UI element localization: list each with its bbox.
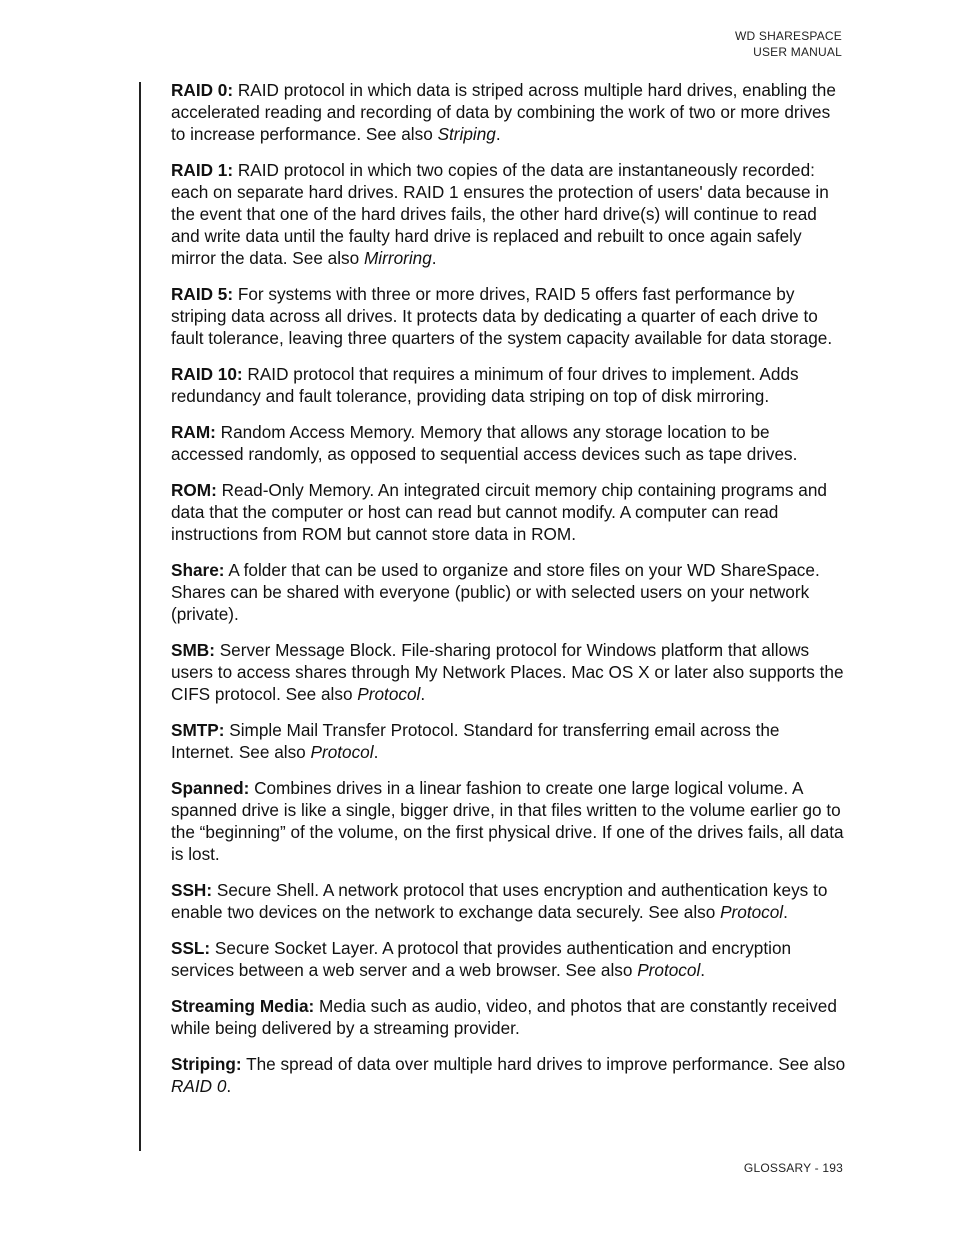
glossary-punctuation: . xyxy=(373,742,379,762)
glossary-entry-ram xyxy=(171,421,846,465)
glossary-entry-rom xyxy=(171,479,846,545)
glossary-term: Streaming Media: xyxy=(171,996,315,1016)
glossary-entry-smb xyxy=(171,639,846,705)
glossary-definition: Secure Shell. A network protocol that uses encryption and authentication keys to enable two devices on the network to exchange data securely. See also xyxy=(171,880,828,922)
glossary-entry-striping xyxy=(171,1053,846,1097)
glossary-definition: Combines drives in a linear fashion to create one large logical volume. A spanned drive is like a single, bigger drive, in that files written to the volume earlier go to the “beginning” of the volume, on the first physical drive. If one of the drives fails, all data is lost. xyxy=(171,778,844,864)
glossary-entry-raid-1 xyxy=(171,159,846,269)
glossary-term: SSL: xyxy=(171,938,211,958)
glossary-definition: The spread of data over multiple hard drives to improve performance. See also xyxy=(241,1054,846,1074)
glossary-term: RAID 5: xyxy=(171,284,234,304)
glossary-term: Spanned: xyxy=(171,778,250,798)
glossary-punctuation: . xyxy=(495,124,501,144)
glossary-term: SSH: xyxy=(171,880,213,900)
glossary-definition: Server Message Block. File-sharing protocol for Windows platform that allows users to access shares through My Network Places. Mac OS X or later also supports the CIFS protocol. See also xyxy=(171,640,844,704)
glossary-term: ROM: xyxy=(171,480,217,500)
glossary-entry-share xyxy=(171,559,846,625)
glossary-cross-reference: Protocol xyxy=(310,742,374,762)
glossary-term: Share: xyxy=(171,560,225,580)
glossary-term: SMTP: xyxy=(171,720,225,740)
glossary-entry-spanned xyxy=(171,777,846,865)
glossary-term: SMB: xyxy=(171,640,215,660)
glossary-punctuation: . xyxy=(783,902,788,922)
glossary-entry-smtp xyxy=(171,719,846,763)
glossary-cross-reference: Protocol xyxy=(357,684,421,704)
margin-rule xyxy=(139,82,141,1151)
glossary-content xyxy=(171,79,846,1111)
glossary-punctuation: . xyxy=(226,1076,232,1096)
glossary-term: RAID 10: xyxy=(171,364,243,384)
glossary-definition: Random Access Memory. Memory that allows any storage location to be accessed randomly, as opposed to sequential access devices such as tape drives. xyxy=(171,422,798,464)
glossary-term: RAID 0: xyxy=(171,80,234,100)
glossary-cross-reference: Protocol xyxy=(637,960,701,980)
glossary-definition: For systems with three or more drives, RAID 5 offers fast performance by striping data across all drives. It protects data by dedicating a quarter of each drive to fault tolerance, leaving three quarters of the system capacity available for data storage. xyxy=(171,284,833,348)
glossary-definition: RAID protocol in which data is striped across multiple hard drives, enabling the accelerated reading and recording of data by combining the work of two or more drives to increase performance. See also xyxy=(171,80,836,144)
glossary-cross-reference: Protocol xyxy=(720,902,784,922)
glossary-term: RAM: xyxy=(171,422,216,442)
glossary-term: RAID 1: xyxy=(171,160,234,180)
glossary-cross-reference: Mirroring xyxy=(363,248,432,268)
glossary-term: Striping: xyxy=(171,1054,242,1074)
glossary-entry-raid-5 xyxy=(171,283,846,349)
glossary-entry-raid-10 xyxy=(171,363,846,407)
glossary-entry-streaming-media xyxy=(171,995,846,1039)
glossary-definition: RAID protocol in which two copies of the data are instantaneously recorded: each on separate hard drives. RAID 1 ensures the protection of users' data because in the event that one of the hard drives fails, the other hard drive(s) will continue to read and write data until the faulty hard drive is replaced and rebuilt to once again safely mirror the data. See also xyxy=(171,160,829,268)
glossary-definition: Media such as audio, video, and photos that are constantly received while being delivered by a streaming provider. xyxy=(171,996,837,1038)
glossary-punctuation: . xyxy=(700,960,706,980)
glossary-entry-ssl xyxy=(171,937,846,981)
page-header xyxy=(735,28,842,60)
page-footer xyxy=(744,1160,843,1176)
glossary-cross-reference: Striping xyxy=(437,124,496,144)
glossary-entry-raid-0 xyxy=(171,79,846,145)
glossary-punctuation: . xyxy=(431,248,437,268)
glossary-definition: Secure Socket Layer. A protocol that provides authentication and encryption services between a web server and a web browser. See also xyxy=(171,938,792,980)
glossary-definition: RAID protocol that requires a minimum of four drives to implement. Adds redundancy and fault tolerance, providing data striping on top of disk mirroring. xyxy=(171,364,799,406)
glossary-cross-reference: RAID 0 xyxy=(171,1076,227,1096)
glossary-definition: A folder that can be used to organize and store files on your WD ShareSpace. Shares can be shared with everyone (public) or with selected users on your network (private). xyxy=(171,560,820,624)
glossary-punctuation: . xyxy=(420,684,426,704)
header-subtitle: USER MANUAL xyxy=(753,45,842,59)
glossary-entry-ssh xyxy=(171,879,846,923)
header-title: WD SHARESPACE xyxy=(734,29,842,43)
glossary-definition: Read-Only Memory. An integrated circuit memory chip containing programs and data that the computer or host can read but cannot modify. A computer can read instructions from ROM but cannot store data in ROM. xyxy=(171,480,827,544)
glossary-definition: Simple Mail Transfer Protocol. Standard for transferring email across the Internet. See also xyxy=(171,720,780,762)
page-number-label: GLOSSARY - 193 xyxy=(743,1161,843,1175)
